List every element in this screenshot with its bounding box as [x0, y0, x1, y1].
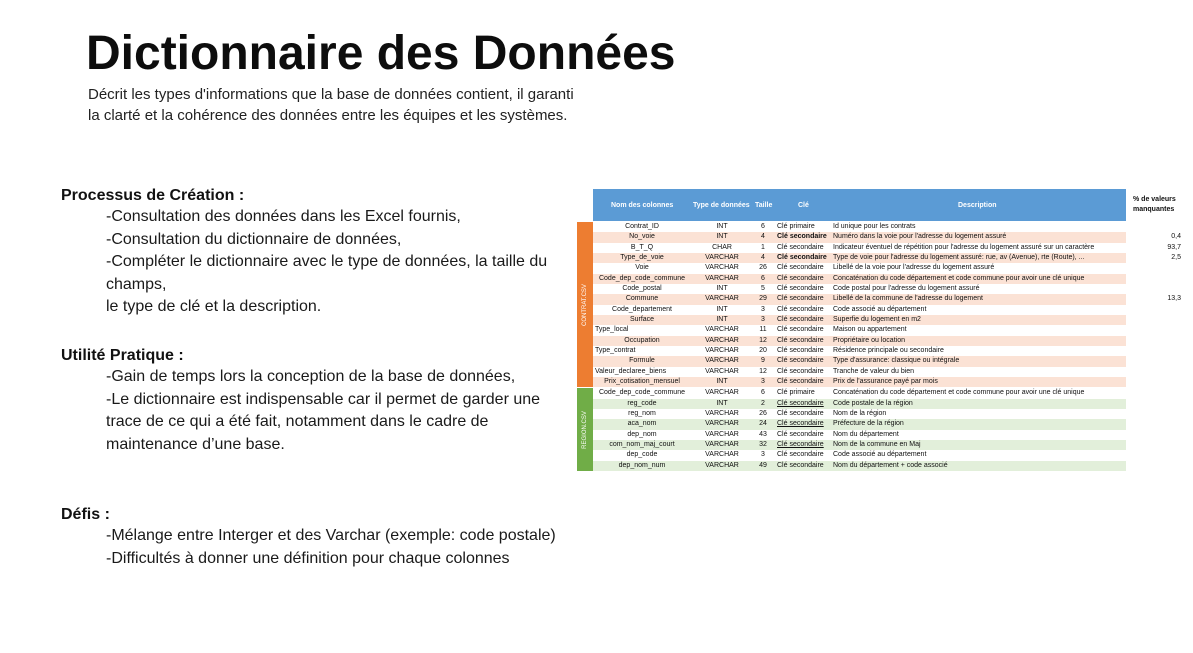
- table-group: [593, 388, 1189, 471]
- cell-key: Clé secondaire: [777, 399, 824, 407]
- table-header: [593, 189, 1126, 221]
- cell-column-name: Formule: [629, 357, 655, 365]
- cell-data-type: VARCHAR: [705, 253, 739, 261]
- cell-description: Numéro dans la voie pour l'adresse du logement assuré: [833, 233, 1007, 241]
- cell-column-name: B_T_Q: [630, 243, 654, 251]
- table-group: [593, 222, 1189, 387]
- cell-description: Indicateur éventuel de répétition pour l'adresse du logement assuré sur un caractère: [833, 243, 1095, 251]
- cell-data-type: VARCHAR: [705, 295, 739, 303]
- cell-data-type: VARCHAR: [705, 274, 739, 282]
- group-label: REGION.CSV: [582, 410, 588, 449]
- cell-size: 26: [759, 264, 767, 272]
- cell-description: Tranche de valeur du bien: [833, 367, 915, 375]
- cell-column-name: reg_code: [627, 399, 657, 407]
- cell-column-name: Voie: [635, 264, 649, 272]
- cell-key: Clé secondaire: [777, 284, 824, 292]
- cell-column-name: Occupation: [624, 336, 660, 344]
- cell-data-type: INT: [716, 233, 728, 241]
- cell-key: Clé primaire: [777, 389, 815, 397]
- cell-column-name: Valeur_declaree_biens: [595, 367, 667, 375]
- cell-key: Clé secondaire: [777, 295, 824, 303]
- cell-column-name: Code_departement: [612, 305, 672, 313]
- table-row: [593, 450, 1189, 460]
- cell-key: Clé secondaire: [777, 409, 824, 417]
- cell-column-name: Commune: [625, 295, 659, 303]
- cell-size: 11: [759, 326, 767, 334]
- cell-key: Clé secondaire: [777, 451, 824, 459]
- cell-missing-percent: 0,4: [1171, 233, 1181, 241]
- cell-key: Clé secondaire: [777, 264, 824, 272]
- cell-column-name: No_voie: [629, 233, 655, 241]
- cell-key: Clé secondaire: [777, 315, 824, 323]
- cell-data-type: VARCHAR: [705, 440, 739, 448]
- cell-key: Clé secondaire: [777, 420, 824, 428]
- table-row: [593, 367, 1189, 377]
- cell-column-name: dep_nom_num: [618, 461, 666, 469]
- section-line: -Compléter le dictionnaire avec le type de données, la taille du champs,: [106, 253, 548, 293]
- section-heading: Défis :: [61, 506, 110, 523]
- cell-key: Clé secondaire: [777, 367, 824, 375]
- cell-column-name: dep_nom: [627, 430, 657, 438]
- cell-description: Propriétaire ou location: [833, 336, 905, 344]
- table-row: [593, 253, 1189, 263]
- cell-size: 3: [761, 305, 765, 313]
- cell-data-type: VARCHAR: [705, 346, 739, 354]
- cell-size: 49: [759, 461, 767, 469]
- cell-size: 3: [761, 451, 765, 459]
- cell-size: 3: [761, 377, 765, 385]
- cell-column-name: Code_dep_code_commune: [598, 274, 685, 282]
- group-label-bar: [577, 388, 593, 471]
- cell-key: Clé secondaire: [777, 336, 824, 344]
- table-row: [593, 461, 1189, 471]
- cell-missing-percent: 13,3: [1167, 295, 1181, 303]
- cell-data-type: INT: [716, 399, 728, 407]
- cell-description: Code postale de la région: [833, 399, 913, 407]
- cell-size: 9: [761, 357, 765, 365]
- section-line: -Difficultés à donner une définition pour chaque colonnes: [106, 549, 510, 567]
- cell-size: 2: [761, 399, 765, 407]
- cell-column-name: Surface: [629, 315, 655, 323]
- cell-key: Clé secondaire: [777, 274, 824, 282]
- section-line: -Mélange entre Interger et des Varchar (exemple: code postale): [106, 527, 556, 544]
- table-row: [593, 336, 1189, 346]
- cell-column-name: Contrat_ID: [625, 223, 659, 230]
- cell-description: Libellé de la voie pour l'adresse du logement assuré: [833, 264, 995, 272]
- cell-description: Type de voie pour l'adresse du logement assuré: rue, av (Avenue), rte (Route), ...: [833, 253, 1085, 261]
- cell-size: 1: [761, 243, 765, 251]
- table-row: [593, 377, 1189, 387]
- cell-description: Code associé au département: [833, 305, 927, 313]
- cell-data-type: VARCHAR: [705, 326, 739, 334]
- section-defis: [61, 505, 571, 570]
- table-row: [593, 409, 1189, 419]
- cell-description: Résidence principale ou secondaire: [833, 346, 944, 354]
- table-row: [593, 232, 1189, 242]
- section-heading: Processus de Création :: [61, 187, 245, 204]
- section-line: -Gain de temps lors la conception de la base de données,: [106, 368, 516, 385]
- cell-data-type: VARCHAR: [705, 420, 739, 428]
- cell-key: Clé secondaire: [777, 461, 824, 469]
- cell-size: 24: [759, 420, 767, 428]
- table-row: [593, 440, 1189, 450]
- cell-data-type: INT: [716, 284, 728, 292]
- page-subtitle: Décrit les types d'informations que la base de données contient, il garanti la clarté et la cohérence des données entre les équipes et les systèmes.: [88, 86, 574, 124]
- cell-key: Clé primaire: [777, 223, 815, 230]
- cell-data-type: VARCHAR: [705, 367, 739, 375]
- cell-column-name: Type_local: [595, 326, 629, 334]
- table-row: [593, 305, 1189, 315]
- header-col-size: Taille: [755, 202, 773, 209]
- cell-size: 3: [761, 315, 765, 323]
- data-dictionary-table: [577, 189, 1189, 479]
- cell-data-type: VARCHAR: [705, 430, 739, 438]
- header-col-description: Description: [958, 202, 997, 209]
- header-col-name: Nom des colonnes: [611, 202, 674, 209]
- header-col-type: Type de données: [693, 202, 750, 209]
- cell-key: Clé secondaire: [777, 326, 824, 334]
- cell-size: 4: [761, 253, 765, 261]
- cell-missing-percent: 2,5: [1171, 253, 1181, 261]
- section-heading: Utilité Pratique :: [61, 347, 184, 364]
- cell-description: Code associé au département: [833, 451, 927, 459]
- table-row: [593, 274, 1189, 284]
- group-label: CONTRAT.CSV: [582, 283, 588, 326]
- cell-data-type: INT: [716, 305, 728, 313]
- cell-description: Préfecture de la région: [833, 420, 904, 428]
- cell-description: Type d'assurance: classique ou intégrale: [833, 357, 960, 365]
- cell-key: Clé secondaire: [777, 233, 827, 241]
- cell-key: Clé secondaire: [777, 346, 824, 354]
- cell-size: 20: [759, 346, 767, 354]
- cell-key: Clé secondaire: [777, 377, 824, 385]
- cell-data-type: VARCHAR: [705, 461, 739, 469]
- cell-size: 12: [759, 367, 767, 375]
- cell-description: Libellé de la commune de l'adresse du logement: [833, 295, 983, 303]
- cell-size: 6: [761, 223, 765, 230]
- cell-size: 6: [761, 389, 765, 397]
- cell-data-type: VARCHAR: [705, 357, 739, 365]
- table-row: [593, 430, 1189, 440]
- table-row: [593, 388, 1189, 398]
- cell-column-name: Code_postal: [622, 284, 662, 292]
- cell-data-type: VARCHAR: [705, 264, 739, 272]
- section-processus: [61, 186, 571, 319]
- cell-key: Clé secondaire: [777, 357, 824, 365]
- cell-data-type: VARCHAR: [705, 336, 739, 344]
- cell-key: Clé secondaire: [777, 305, 824, 313]
- section-line: -Consultation des données dans les Excel fournis,: [106, 208, 461, 225]
- cell-size: 29: [759, 295, 767, 303]
- cell-column-name: Type_contrat: [595, 346, 636, 354]
- cell-column-name: Type_de_voie: [620, 253, 664, 261]
- cell-column-name: Code_dep_code_commune: [598, 389, 685, 397]
- cell-size: 12: [759, 336, 767, 344]
- cell-column-name: aca_nom: [627, 420, 657, 428]
- header-col-missing: % de valeurs manquantes: [1133, 196, 1176, 213]
- cell-key: Clé secondaire: [777, 440, 824, 448]
- cell-data-type: VARCHAR: [705, 451, 739, 459]
- cell-description: Code postal pour l'adresse du logement assuré: [833, 284, 980, 292]
- cell-description: Concaténation du code département et code commune pour avoir une clé unique: [833, 389, 1085, 397]
- cell-size: 26: [759, 409, 767, 417]
- section-line: -Le dictionnaire est indispensable car il permet de garder une trace de ce qui a été fait, notamment dans le cadre de maintenance d’une base.: [106, 390, 541, 453]
- page-title: Dictionnaire des Données: [86, 27, 676, 80]
- cell-column-name: dep_code: [626, 451, 658, 459]
- cell-data-type: INT: [716, 315, 728, 323]
- cell-size: 43: [759, 430, 767, 438]
- cell-data-type: CHAR: [712, 243, 732, 251]
- cell-size: 4: [761, 233, 765, 241]
- table-row: [593, 243, 1189, 253]
- cell-description: Id unique pour les contrats: [833, 223, 916, 230]
- cell-size: 5: [761, 284, 765, 292]
- cell-description: Maison ou appartement: [833, 326, 907, 334]
- table-row: [593, 356, 1189, 366]
- table-row: [593, 419, 1189, 429]
- cell-size: 6: [761, 274, 765, 282]
- cell-description: Nom du département: [833, 430, 899, 438]
- table-row: [593, 222, 1189, 232]
- table-row: [593, 346, 1189, 356]
- cell-description: Nom de la commune en Maj: [833, 440, 921, 448]
- cell-description: Nom de la région: [833, 409, 887, 417]
- table-row: [593, 325, 1189, 335]
- table-row: [593, 263, 1189, 273]
- cell-column-name: reg_nom: [628, 409, 656, 417]
- cell-description: Prix de l'assurance payé par mois: [833, 377, 938, 385]
- cell-key: Clé secondaire: [777, 430, 824, 438]
- cell-key: Clé secondaire: [777, 253, 827, 261]
- section-line: -Consultation du dictionnaire de données,: [106, 230, 402, 248]
- table-row: [593, 399, 1189, 409]
- group-label-bar: [577, 222, 593, 387]
- cell-data-type: INT: [716, 377, 728, 385]
- cell-description: Nom du département + code associé: [833, 461, 948, 469]
- cell-description: Superfie du logement en m2: [833, 315, 921, 323]
- section-utilite: [61, 346, 571, 456]
- cell-size: 32: [759, 440, 767, 448]
- header-col-key: Clé: [798, 202, 809, 209]
- cell-description: Concaténation du code département et code commune pour avoir une clé unique: [833, 274, 1085, 282]
- section-line: le type de clé et la description.: [106, 298, 322, 315]
- table-row: [593, 284, 1189, 294]
- cell-data-type: INT: [716, 223, 728, 230]
- cell-data-type: VARCHAR: [705, 409, 739, 417]
- cell-column-name: com_nom_maj_court: [609, 440, 675, 448]
- cell-key: Clé secondaire: [777, 243, 824, 251]
- cell-column-name: Prix_cotisation_mensuel: [604, 377, 680, 385]
- cell-data-type: VARCHAR: [705, 389, 739, 397]
- table-row: [593, 294, 1189, 304]
- cell-missing-percent: 93,7: [1167, 243, 1181, 251]
- table-row: [593, 315, 1189, 325]
